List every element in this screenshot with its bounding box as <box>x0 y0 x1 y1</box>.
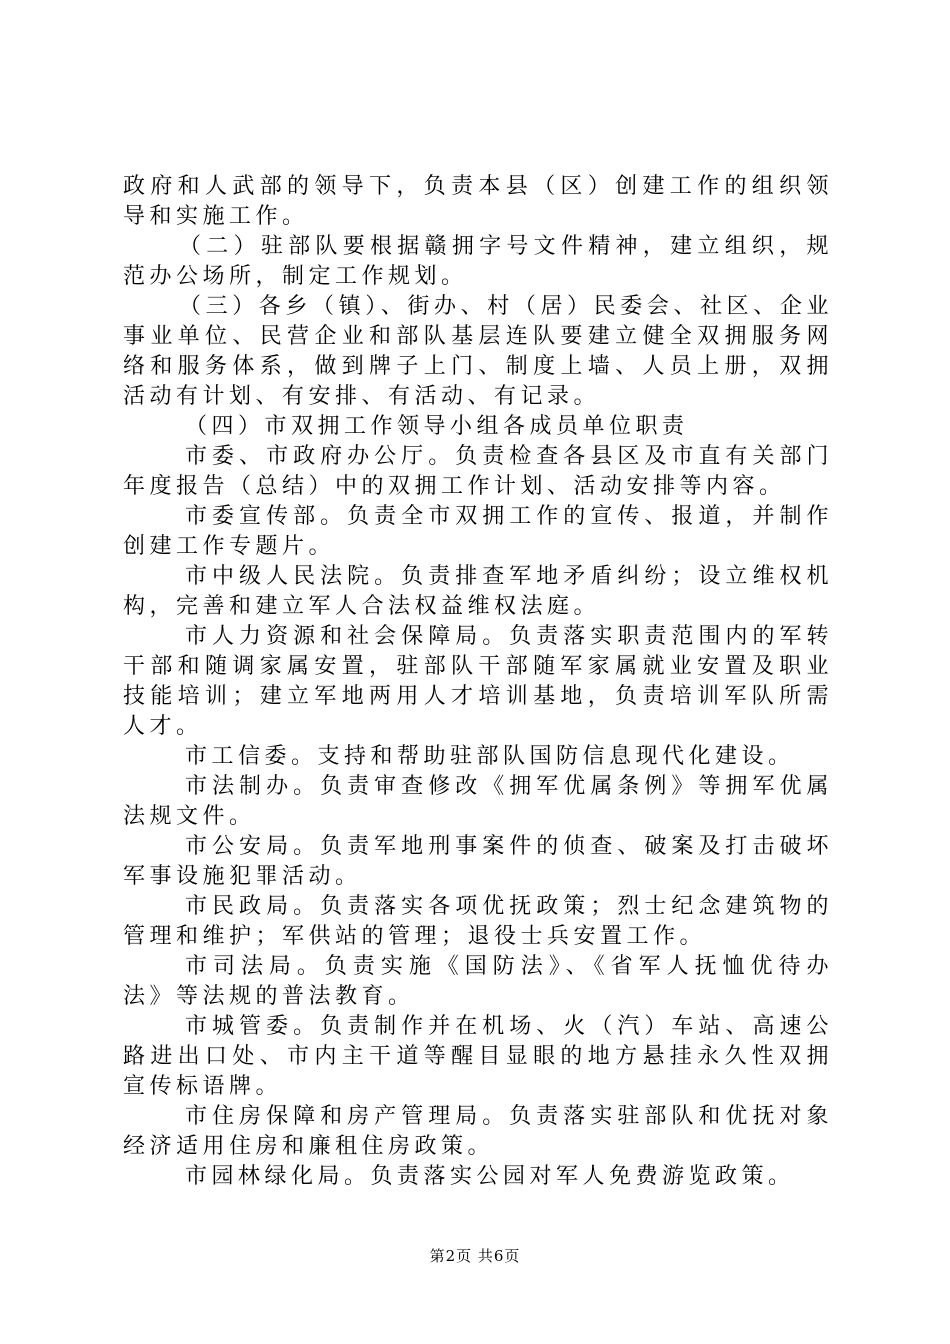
paragraph-duty-urban: 市城管委。负责制作并在机场、火（汽）车站、高速公路进出口处、市内主干道等醒目显眼的地方悬挂永久性双拥宣传标语牌。 <box>123 1014 833 1099</box>
page-number-footer: 第2页 共6页 <box>429 1247 521 1265</box>
paragraph-duty-justice: 市司法局。负责实施《国防法》、《省军人抚恤优待办法》等法规的普法教育。 <box>123 954 833 1009</box>
paragraph-duty-publicity: 市委宣传部。负责全市双拥工作的宣传、报道，并制作创建工作专题片。 <box>123 504 833 559</box>
paragraph-duty-legal: 市法制办。负责审查修改《拥军优属条例》等拥军优属法规文件。 <box>123 774 833 829</box>
paragraph-duty-civil: 市民政局。负责落实各项优抚政策；烈士纪念建筑物的管理和维护；军供站的管理；退役士兵安置工作。 <box>123 894 833 949</box>
paragraph-duty-office: 市委、市政府办公厅。负责检查各县区及市直有关部门年度报告（总结）中的双拥工作计划、活动安排等内容。 <box>123 444 833 499</box>
document-body <box>123 172 833 1192</box>
paragraph-duty-parks: 市园林绿化局。负责落实公园对军人免费游览政策。 <box>185 1164 795 1189</box>
paragraph-duty-hr: 市人力资源和社会保障局。负责落实职责范围内的军转干部和随调家属安置，驻部队干部随军家属就业安置及职业技能培训；建立军地两用人才培训基地，负责培训军队所需人才。 <box>123 624 833 739</box>
paragraph-item-3: （三）各乡（镇）、街办、村（居）民委会、社区、企业事业单位、民营企业和部队基层连队要建立健全双拥服务网络和服务体系，做到牌子上门、制度上墙、人员上册，双拥活动有计划、有安排、有活动、有记录。 <box>123 294 833 409</box>
paragraph-continued: 政府和人武部的领导下，负责本县（区）创建工作的组织领导和实施工作。 <box>123 174 833 229</box>
paragraph-duty-housing: 市住房保障和房产管理局。负责落实驻部队和优抚对象经济适用住房和廉租住房政策。 <box>123 1104 833 1159</box>
paragraph-duty-court: 市中级人民法院。负责排查军地矛盾纠纷；设立维权机构，完善和建立军人合法权益维权法庭。 <box>123 564 833 619</box>
paragraph-duty-police: 市公安局。负责军地刑事案件的侦查、破案及打击破坏军事设施犯罪活动。 <box>123 834 833 889</box>
paragraph-item-4-heading: （四）市双拥工作领导小组各成员单位职责 <box>185 414 689 439</box>
paragraph-item-2: （二）驻部队要根据赣拥字号文件精神，建立组织，规范办公场所，制定工作规划。 <box>123 234 833 289</box>
paragraph-duty-industry: 市工信委。支持和帮助驻部队国防信息现代化建设。 <box>185 744 795 769</box>
